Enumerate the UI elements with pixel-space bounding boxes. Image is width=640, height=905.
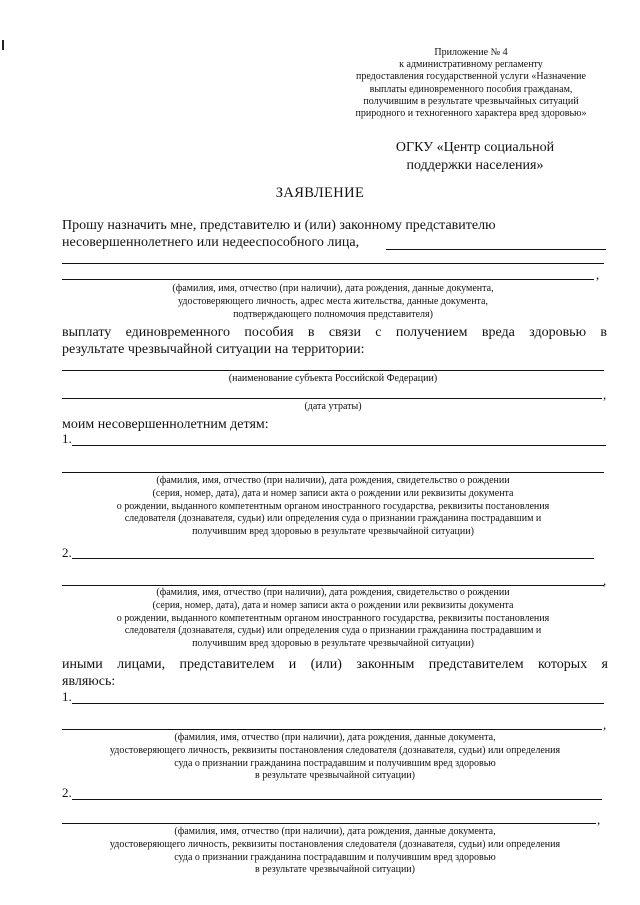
other-2-field-line-1[interactable] bbox=[72, 799, 602, 800]
applicant-caption bbox=[62, 283, 604, 321]
applicant-field-line-3[interactable] bbox=[62, 279, 594, 280]
child-2-caption bbox=[62, 587, 604, 651]
recipient-line: поддержки населения» bbox=[406, 158, 544, 173]
caption-line: в результате чрезвычайной ситуации) bbox=[255, 770, 415, 782]
appendix-line: природного и техногенного характера вред здоровью» bbox=[355, 108, 587, 120]
payment-line-1: выплату единовременного пособия в связи с получением вреда здоровью в bbox=[62, 325, 607, 340]
appendix-line: Приложение № 4 bbox=[434, 47, 508, 58]
payment-line-2: результате чрезвычайной ситуации на территории: bbox=[62, 342, 365, 357]
caption-line: получившим вред здоровью в результате чрезвычайной ситуации) bbox=[192, 526, 474, 538]
caption-line: следователя (дознавателя, судьи) или определения суда о признании гражданина пострадавшим и bbox=[124, 513, 542, 525]
caption-line: суда о признании гражданина пострадавшим и получившим вред здоровью bbox=[174, 757, 496, 769]
other-1-field-line-1[interactable] bbox=[72, 703, 604, 704]
appendix-line: предоставления государственной услуги «Назначение bbox=[356, 71, 586, 83]
region-caption: (наименование субъекта Российской Федерации) bbox=[228, 373, 438, 384]
other-number-2: 2. bbox=[62, 785, 72, 800]
request-line-2: несовершеннолетнего или недееспособного лица, bbox=[62, 235, 360, 250]
caption-line: (фамилия, имя, отчество (при наличии), дата рождения, свидетельство о рождении bbox=[156, 587, 510, 598]
caption-line: следователя (дознавателя, судьи) или определения суда о признании гражданина пострадавшим и bbox=[124, 625, 542, 637]
caption-line: в результате чрезвычайной ситуации) bbox=[255, 864, 415, 876]
other-2-caption bbox=[62, 826, 608, 877]
date-caption: (дата утраты) bbox=[304, 401, 362, 412]
child-1-field-line-2[interactable] bbox=[62, 472, 604, 473]
caption-line: удостоверяющего личность, реквизиты постановления следователя (дознавателя, судьи) или определения bbox=[109, 744, 561, 756]
appendix-line: выплаты единовременного пособия гражданам, bbox=[369, 83, 573, 95]
appendix-line: к административному регламенту bbox=[399, 59, 543, 71]
recipient-block bbox=[360, 139, 590, 175]
comma: , bbox=[597, 812, 601, 827]
other-1-field-line-2[interactable] bbox=[62, 729, 602, 730]
caption-line: о рождении, выданного компетентным органом иностранного государства, реквизиты постановления bbox=[116, 612, 550, 624]
child-1-field-line-1[interactable] bbox=[72, 445, 606, 446]
caption-line: суда о признании гражданина пострадавшим и получившим вред здоровью bbox=[174, 851, 496, 863]
other-2-field-line-2[interactable] bbox=[62, 823, 596, 824]
region-field-line[interactable] bbox=[62, 370, 604, 371]
applicant-field-line-2[interactable] bbox=[62, 263, 604, 264]
request-line-1: Прошу назначить мне, представителю и (или) законному представителю bbox=[62, 218, 496, 233]
other-number-1: 1. bbox=[62, 689, 72, 704]
caption-line: подтверждающего полномочия представителя) bbox=[233, 308, 433, 320]
appendix-line: получившим в результате чрезвычайных ситуаций bbox=[363, 95, 579, 107]
caption-line: (фамилия, имя, отчество (при наличии), дата рождения, данные документа, bbox=[174, 732, 496, 743]
comma: , bbox=[596, 267, 600, 282]
caption-line: (серия, номер, дата), дата и номер записи акта о рождении или реквизиты документа bbox=[152, 487, 514, 499]
date-field-line[interactable] bbox=[62, 398, 602, 399]
caption-line: (серия, номер, дата), дата и номер записи акта о рождении или реквизиты документа bbox=[152, 599, 514, 611]
appendix-header bbox=[336, 47, 606, 120]
others-heading-line-1: иными лицами, представителем и (или) законным представителем которых я bbox=[62, 657, 608, 672]
child-2-field-line-1[interactable] bbox=[72, 558, 594, 559]
caption-line: получившим вред здоровью в результате чрезвычайной ситуации) bbox=[192, 638, 474, 650]
caption-line: (фамилия, имя, отчество (при наличии), дата рождения, данные документа, bbox=[172, 283, 494, 294]
child-1-caption bbox=[62, 475, 604, 539]
child-number-2: 2. bbox=[62, 545, 72, 560]
others-heading-line-2: являюсь: bbox=[62, 674, 116, 689]
child-number-1: 1. bbox=[62, 431, 72, 446]
other-1-caption bbox=[62, 732, 608, 783]
caption-line: (фамилия, имя, отчество (при наличии), дата рождения, данные документа, bbox=[174, 826, 496, 837]
document-title: ЗАЯВЛЕНИЕ bbox=[275, 185, 365, 201]
caption-line: удостоверяющего личность, реквизиты постановления следователя (дознавателя, судьи) или определения bbox=[109, 838, 561, 850]
recipient-line: ОГКУ «Центр социальной bbox=[395, 140, 555, 155]
caption-line: о рождении, выданного компетентным органом иностранного государства, реквизиты постановления bbox=[116, 500, 550, 512]
comma: , bbox=[603, 573, 607, 588]
caption-line: удостоверяющего личность, адрес места жительства, данные документа, bbox=[178, 295, 488, 307]
comma: , bbox=[603, 717, 607, 732]
child-2-field-line-2[interactable] bbox=[62, 585, 604, 586]
comma: , bbox=[603, 387, 607, 402]
applicant-field-line-1[interactable] bbox=[386, 249, 606, 250]
children-heading: моим несовершеннолетним детям: bbox=[62, 417, 269, 432]
caption-line: (фамилия, имя, отчество (при наличии), дата рождения, свидетельство о рождении bbox=[156, 475, 510, 486]
scan-edge-mark bbox=[2, 40, 4, 50]
